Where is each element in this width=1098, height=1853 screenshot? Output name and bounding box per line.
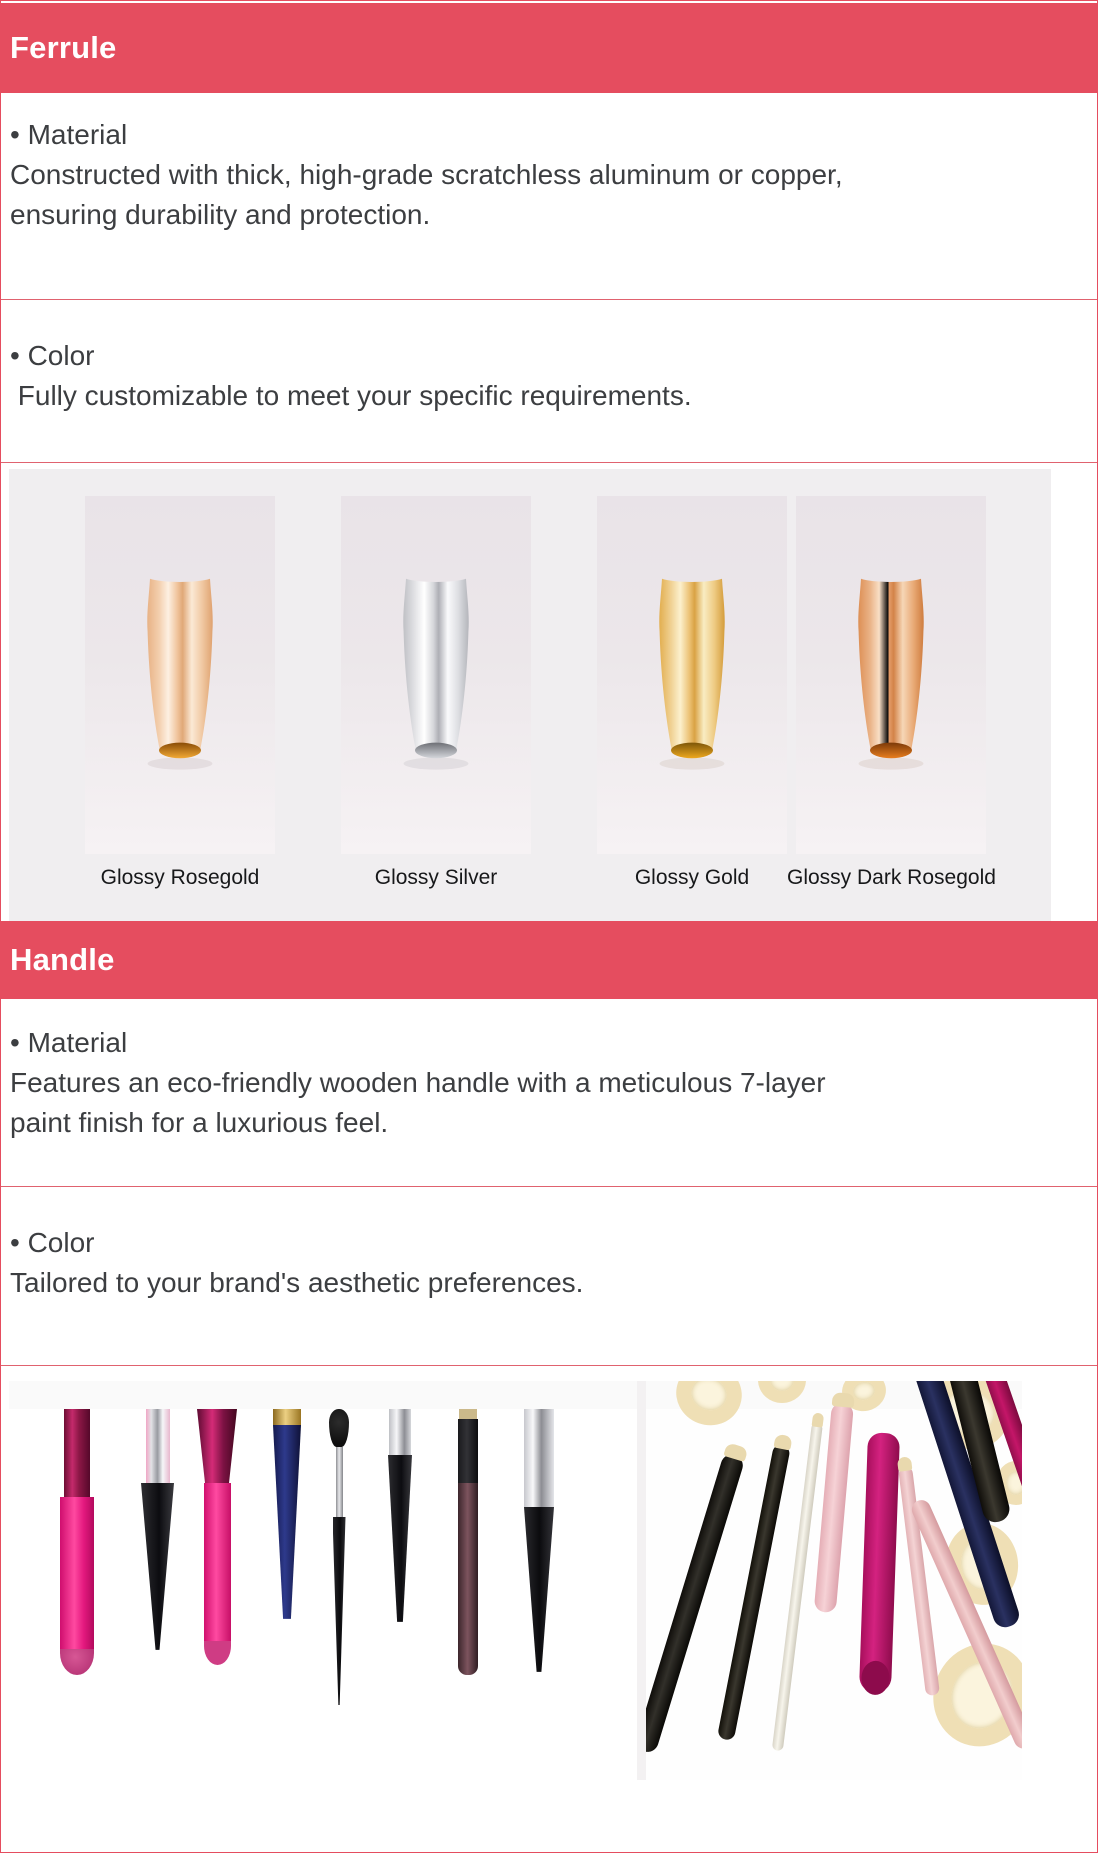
- ferrule-section-header: [1, 3, 1097, 93]
- handle-photo-brushes: [9, 1381, 637, 1780]
- ferrule-photo-rosegold: [85, 496, 275, 854]
- brush-inverted-liner: [329, 1409, 349, 1705]
- ferrule-photo-silver: [341, 496, 531, 854]
- handle-section-title: Handle: [10, 942, 115, 977]
- ferrule-variant-label: Glossy Rosegold: [100, 866, 260, 889]
- ferrule-material-row: [1, 93, 1097, 300]
- brush-magenta-flared: [197, 1409, 237, 1665]
- brush-black-pointed: [141, 1409, 174, 1655]
- handle-material-text: Features an eco-friendly wooden handle with a meticulous 7-layer paint finish for a luxurious feel.: [10, 1067, 834, 1138]
- ferrule-variant-label: Glossy Silver: [374, 866, 498, 889]
- ferrule-gallery: [9, 469, 1051, 921]
- ferrule-color-text: Fully customizable to meet your specific requirements.: [10, 380, 692, 411]
- ferrule-material-text: Constructed with thick, high-grade scratchless aluminum or copper, ensuring durability and protection.: [10, 159, 851, 230]
- ferrule-variant-card: [787, 496, 996, 893]
- brush-mauve-flat: [458, 1409, 478, 1675]
- brush-black-short: [388, 1409, 412, 1627]
- ferrule-variant-label: Glossy Gold: [634, 866, 750, 889]
- handle-gallery-section: [1, 1366, 1097, 1803]
- ferrule-variant-label: Glossy Dark Rosegold: [787, 866, 996, 889]
- handle-color-heading: • Color: [10, 1227, 95, 1258]
- ferrule-gallery-section: [1, 463, 1097, 921]
- wood-handle-magenta: [859, 1432, 900, 1693]
- handle-color-row: [1, 1187, 1097, 1366]
- ferrule-variant-card: [85, 496, 275, 893]
- ferrule-material-heading: • Material: [10, 119, 128, 150]
- ferrule-section-title: Ferrule: [10, 30, 117, 65]
- ferrule-illustration: [120, 560, 240, 792]
- handle-material-row: [1, 999, 1097, 1187]
- handle-color-text: Tailored to your brand's aesthetic preferences.: [10, 1267, 584, 1298]
- ferrule-color-heading: • Color: [10, 340, 95, 371]
- ferrule-photo-gold: [597, 496, 787, 854]
- ferrule-variant-card: [341, 496, 531, 893]
- ferrule-variant-card: [597, 496, 787, 893]
- ferrule-photo-dark-rosegold: [796, 496, 986, 854]
- photo-edge-band: [9, 1381, 637, 1409]
- handle-section-header: [1, 921, 1097, 999]
- ferrule-color-row: [1, 300, 1097, 463]
- brush-navy-tapered: [273, 1409, 301, 1627]
- ferrule-illustration: [632, 560, 752, 792]
- ferrule-illustration: [376, 560, 496, 792]
- brush-chrome-black: [524, 1409, 554, 1677]
- brush-pink-round: [60, 1409, 94, 1675]
- wood-shaving: [667, 1381, 750, 1434]
- handle-photo-wood-shavings: [637, 1381, 1022, 1780]
- ferrule-illustration: [831, 560, 951, 792]
- handle-material-heading: • Material: [10, 1027, 128, 1058]
